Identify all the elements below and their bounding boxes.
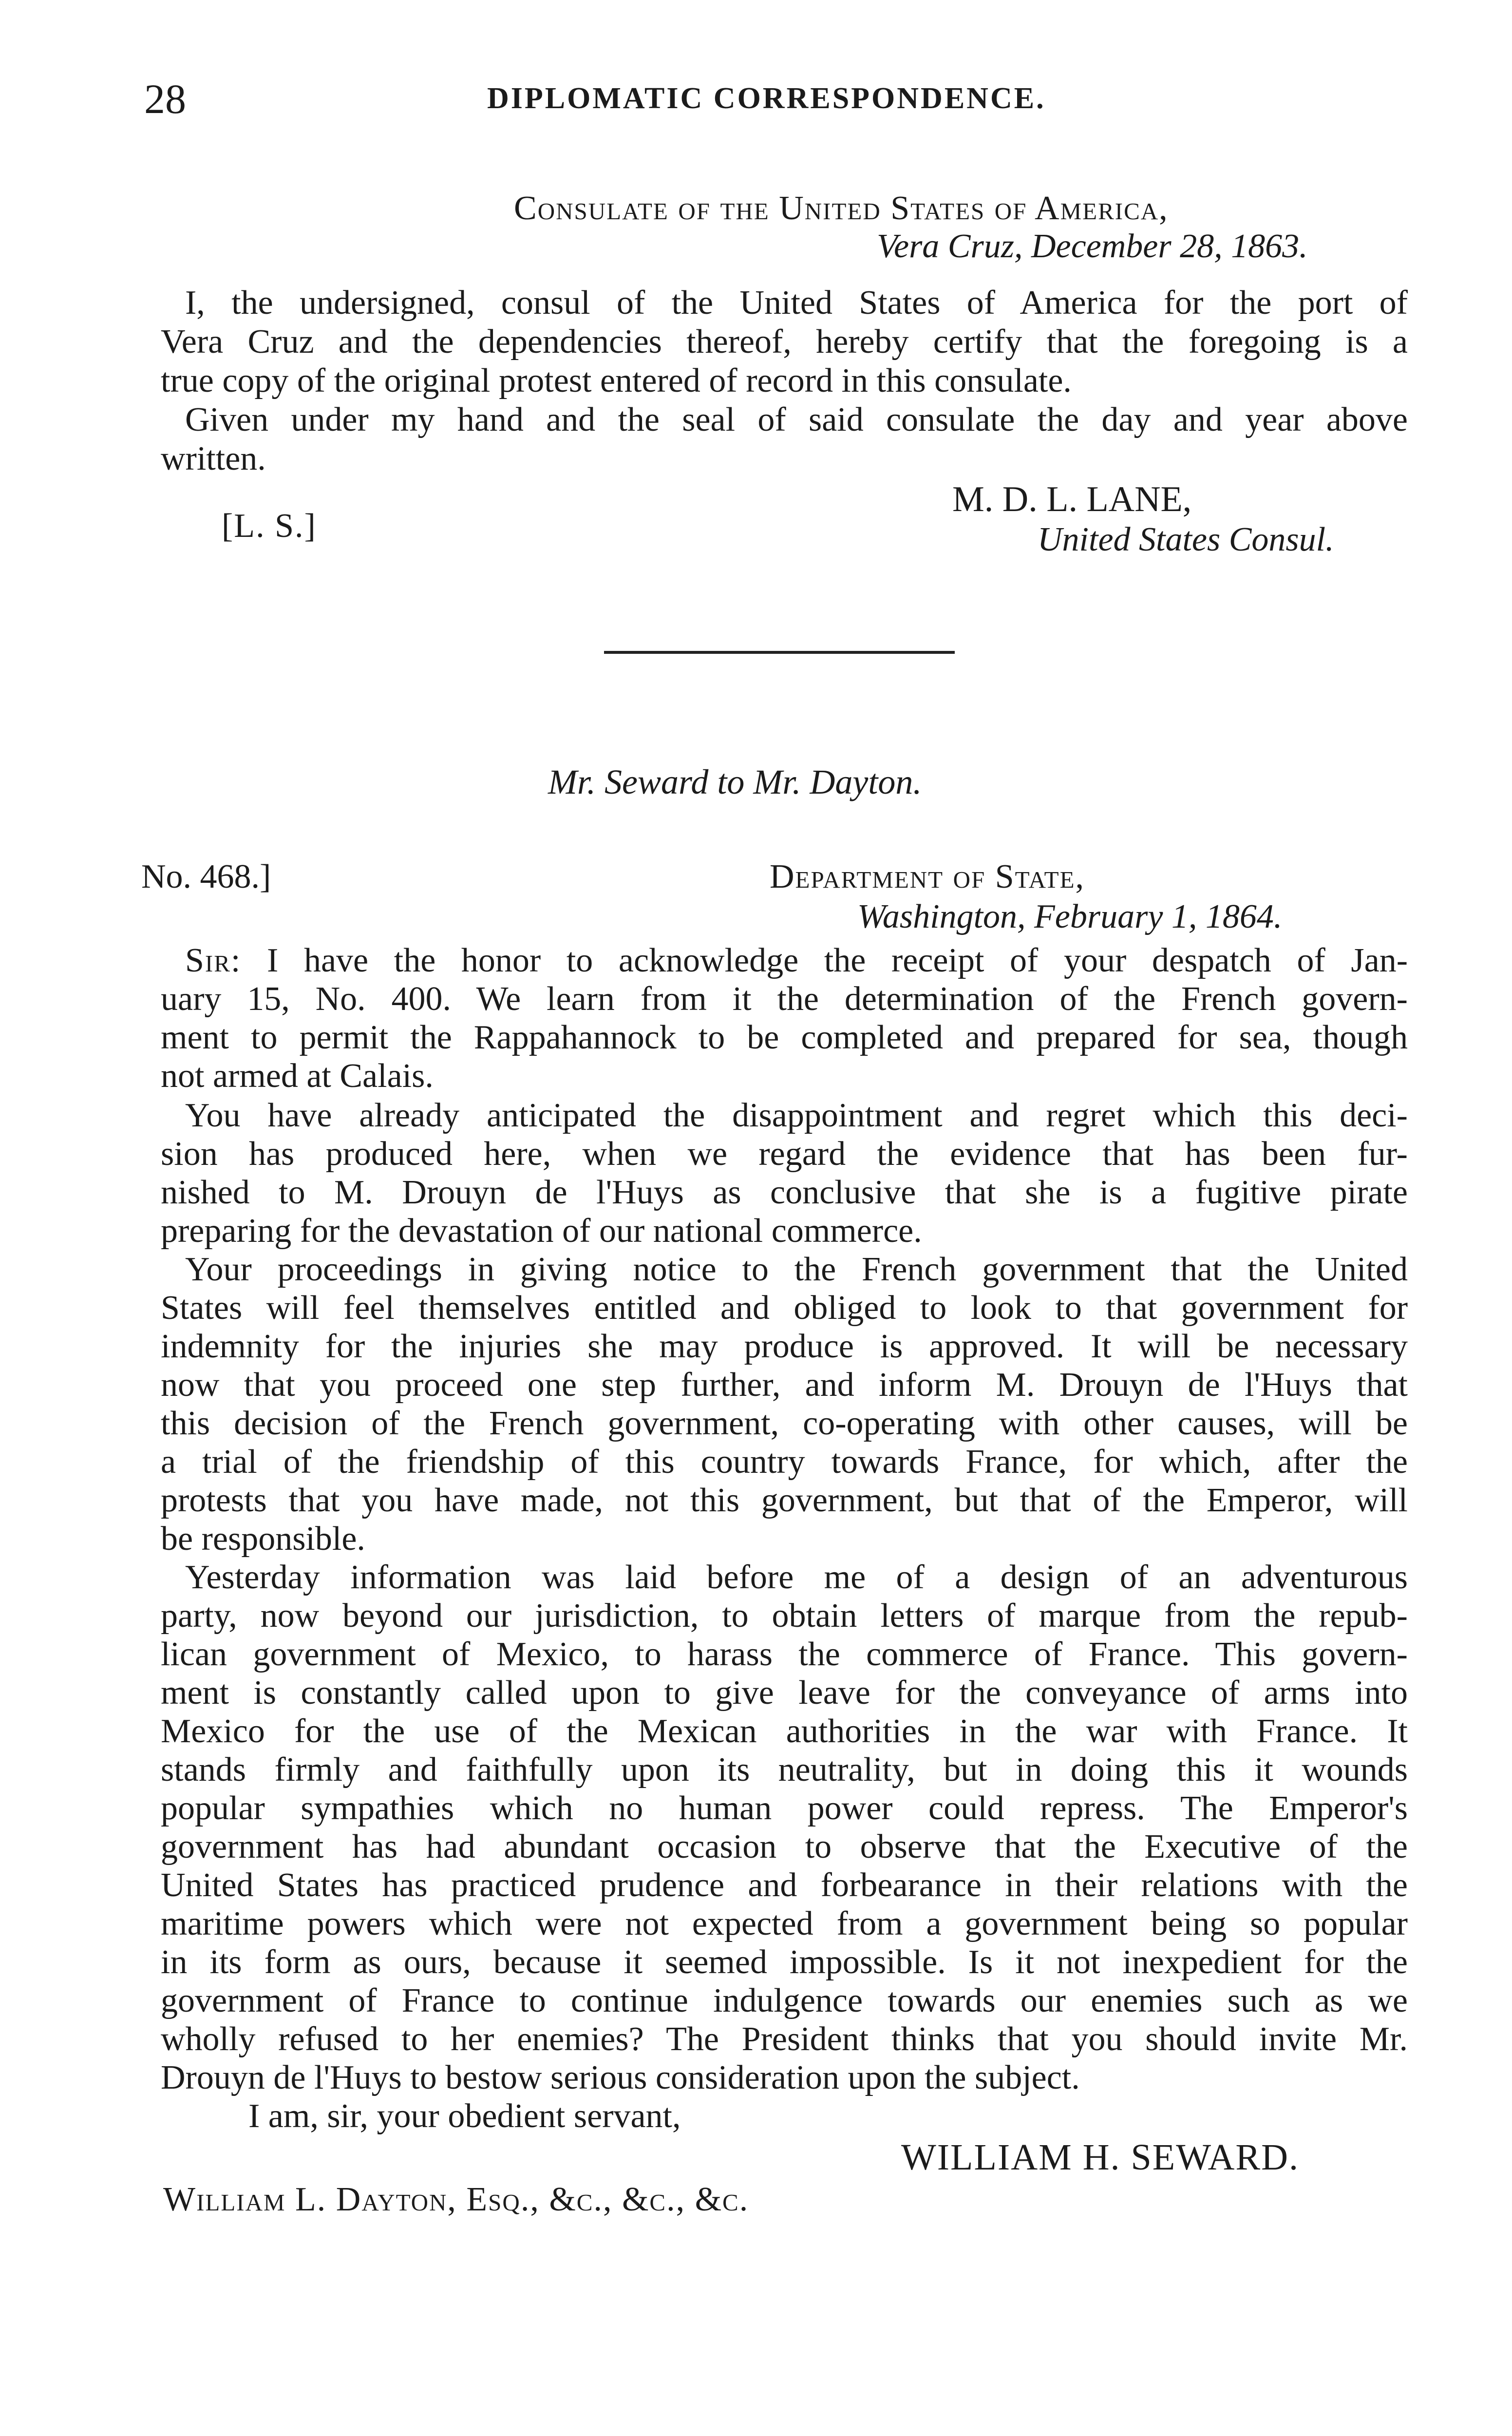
letter-line: United States has practiced prudence and forbearance in their relations with the	[161, 1866, 1408, 1904]
letter-line: lican government of Mexico, to harass the commerce of France. This govern-	[161, 1636, 1408, 1673]
letter-line: uary 15, No. 400. We learn from it the determination of the French govern-	[161, 980, 1408, 1018]
letter-line: Yesterday information was laid before me of a design of an adventurous	[185, 1559, 1408, 1596]
letter-line: this decision of the French government, co-operating with other causes, will be	[161, 1405, 1408, 1442]
letter-line: wholly refused to her enemies? The President thinks that you should invite Mr.	[161, 2020, 1408, 2058]
section-divider	[604, 651, 955, 654]
consul-title: United States Consul.	[1038, 521, 1334, 558]
letter-first-line	[185, 941, 1408, 980]
letter-line: Drouyn de l'Huys to bestow serious consideration upon the subject.	[161, 2059, 1080, 2096]
letter-number: No. 468.]	[141, 858, 271, 895]
letter-line: not armed at Calais.	[161, 1057, 434, 1095]
letter-line: Mexico for the use of the Mexican authorities in the war with France. It	[161, 1713, 1408, 1750]
certificate-line: Given under my hand and the seal of said consulate the day and year above	[185, 401, 1408, 438]
letter-line: government has had abundant occasion to observe that the Executive of the	[161, 1828, 1408, 1865]
letter-dateline: Washington, February 1, 1864.	[857, 898, 1283, 935]
certificate-line: true copy of the original protest entered of record in this consulate.	[161, 362, 1072, 400]
letter-line: ment is constantly called upon to give leave for the conveyance of arms into	[161, 1674, 1408, 1712]
letter-title: Mr. Seward to Mr. Dayton.	[548, 762, 922, 801]
letter-line: Your proceedings in giving notice to the French government that the United	[185, 1251, 1408, 1288]
page-number: 28	[144, 76, 186, 122]
letter-line: now that you proceed one step further, and inform M. Drouyn de l'Huys that	[161, 1366, 1408, 1404]
consulate-heading: Consulate of the United States of America,	[514, 190, 1169, 227]
letter-line: You have already anticipated the disappointment and regret which this deci-	[185, 1097, 1408, 1134]
consul-signature: M. D. L. LANE,	[952, 479, 1192, 519]
letter-line: popular sympathies which no human power could repress. The Emperor's	[161, 1789, 1408, 1827]
letter-line: sion has produced here, when we regard the evidence that has been fur-	[161, 1135, 1408, 1173]
letter-line: in its form as ours, because it seemed impossible. Is it not inexpedient for the	[161, 1943, 1408, 1981]
certificate-line: Vera Cruz and the dependencies thereof, hereby certify that the foregoing is a	[161, 323, 1408, 361]
letter-line: States will feel themselves entitled and obliged to look to that government for	[161, 1289, 1408, 1327]
letter-line: ment to permit the Rappahannock to be completed and prepared for sea, though	[161, 1019, 1408, 1056]
certificate-line: written.	[161, 440, 266, 477]
consulate-dateline: Vera Cruz, December 28, 1863.	[877, 228, 1308, 265]
letter-closing: I am, sir, your obedient servant,	[248, 2097, 681, 2135]
addressee-line: William L. Dayton, Esq., &c., &c., &c.	[163, 2181, 749, 2218]
certificate-line: I, the undersigned, consul of the United States of America for the port of	[185, 284, 1408, 322]
letter-line: preparing for the devastation of our national commerce.	[161, 1212, 922, 1250]
letter-line: protests that you have made, not this government, but that of the Emperor, will	[161, 1482, 1408, 1519]
salutation: Sir:	[185, 942, 242, 979]
letter-line: indemnity for the injuries she may produce is approved. It will be necessary	[161, 1328, 1408, 1365]
letter-line: nished to M. Drouyn de l'Huys as conclusive that she is a fugitive pirate	[161, 1174, 1408, 1211]
letter-line: maritime powers which were not expected from a government being so popular	[161, 1905, 1408, 1942]
letter-line: I have the honor to acknowledge the receipt of your despatch of Jan-	[267, 942, 1408, 979]
seal-mark: [L. S.]	[222, 507, 317, 545]
letter-line: a trial of the friendship of this country towards France, for which, after the	[161, 1443, 1408, 1481]
running-title: DIPLOMATIC CORRESPONDENCE.	[487, 82, 1046, 115]
letter-line: government of France to continue indulgence towards our enemies such as we	[161, 1982, 1408, 2019]
department-heading: Department of State,	[770, 858, 1085, 895]
letter-line: stands firmly and faithfully upon its neutrality, but in doing this it wounds	[161, 1751, 1408, 1789]
letter-line: be responsible.	[161, 1520, 365, 1558]
seward-signature: WILLIAM H. SEWARD.	[901, 2137, 1300, 2178]
letter-line: party, now beyond our jurisdiction, to obtain letters of marque from the repub-	[161, 1597, 1408, 1635]
